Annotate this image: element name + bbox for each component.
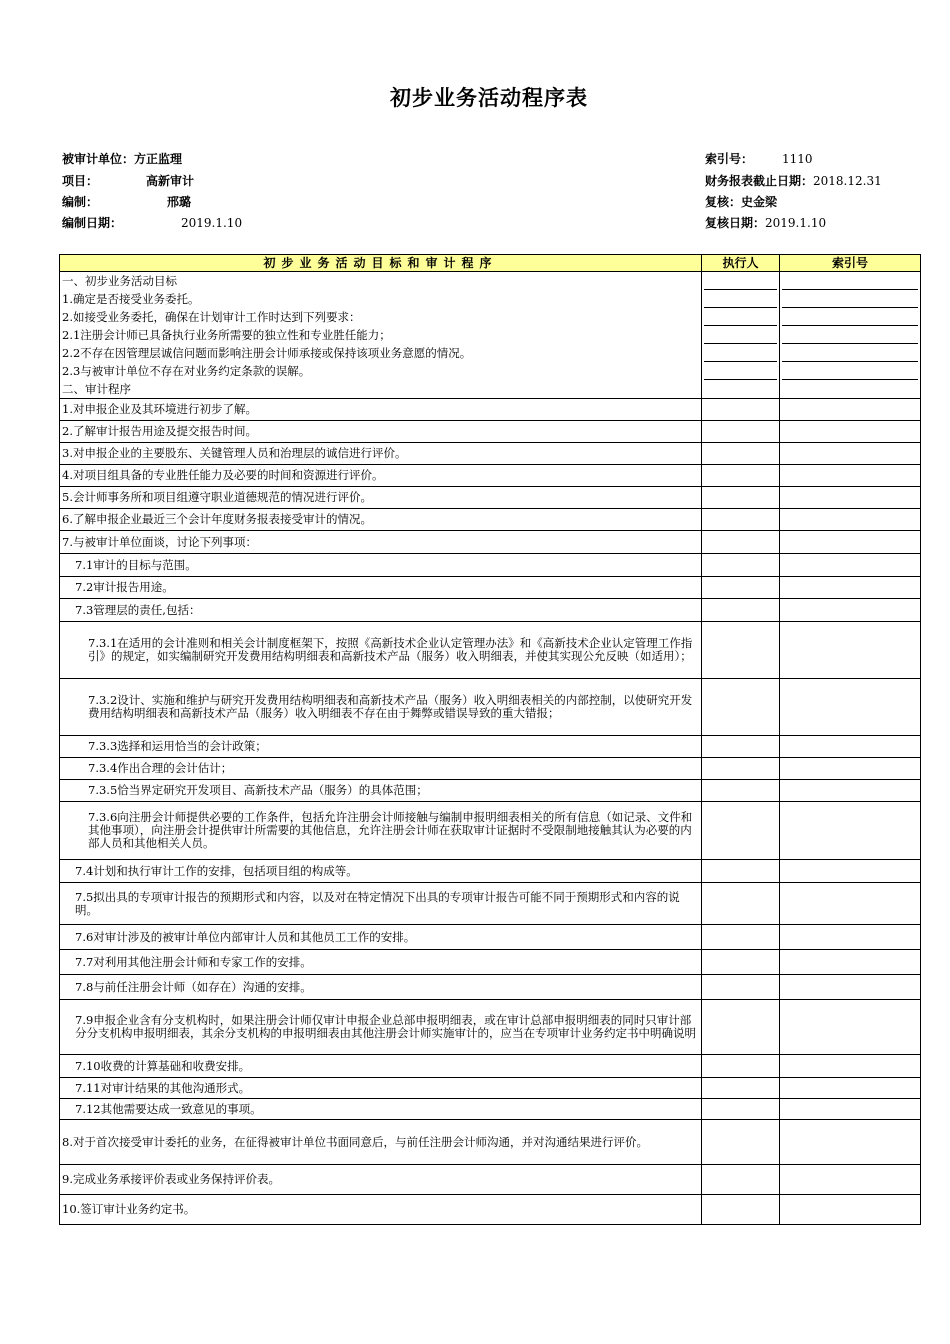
executor-cell[interactable] bbox=[702, 1055, 780, 1078]
review-date-label: 复核日期： bbox=[705, 216, 766, 230]
table-row bbox=[60, 802, 921, 860]
table-row bbox=[60, 860, 921, 883]
period-end-label: 财务报表截止日期： bbox=[705, 174, 814, 188]
executor-cell[interactable] bbox=[702, 577, 780, 599]
table-row bbox=[60, 1055, 921, 1078]
table-row bbox=[60, 421, 921, 443]
index-cell[interactable] bbox=[780, 399, 921, 421]
executor-cell[interactable] bbox=[702, 975, 780, 1000]
table-row bbox=[60, 599, 921, 622]
executor-cell[interactable] bbox=[702, 1195, 780, 1225]
objectives-cell bbox=[60, 272, 702, 399]
objectives-block bbox=[60, 272, 921, 399]
executor-cell[interactable] bbox=[702, 736, 780, 758]
index-cell[interactable] bbox=[780, 622, 921, 679]
table-header-row bbox=[60, 255, 921, 272]
index-cell[interactable] bbox=[780, 802, 921, 860]
procedure-text: 7.3.2设计、实施和维护与研究开发费用结构明细表和高新技术产品（服务）收入明细表相关的内部控制，以使研究开发费用结构明细表和高新技术产品（服务）收入明细表不存在由于舞弊或错误导致的重大错报； bbox=[60, 679, 702, 736]
procedure-text: 7.6对审计涉及的被审计单位内部审计人员和其他员工工作的安排。 bbox=[60, 925, 702, 950]
executor-cell[interactable] bbox=[702, 802, 780, 860]
index-cell[interactable] bbox=[780, 883, 921, 925]
procedure-text: 9.完成业务承接评价表或业务保持评价表。 bbox=[60, 1165, 702, 1195]
project-value: 高新审计 bbox=[146, 174, 195, 188]
table-row bbox=[60, 399, 921, 421]
procedure-text: 7.4计划和执行审计工作的安排，包括项目组的构成等。 bbox=[60, 860, 702, 883]
index-cell[interactable] bbox=[780, 1120, 921, 1165]
table-row bbox=[60, 1000, 921, 1055]
procedure-text: 8.对于首次接受审计委托的业务，在征得被审计单位书面同意后，与前任注册会计师沟通，并对沟通结果进行评价。 bbox=[60, 1120, 702, 1165]
executor-cell[interactable] bbox=[702, 925, 780, 950]
procedure-text: 7.3管理层的责任,包括： bbox=[60, 599, 702, 622]
table-row bbox=[60, 443, 921, 465]
procedure-text: 7.8与前任注册会计师（如存在）沟通的安排。 bbox=[60, 975, 702, 1000]
objective-line: 2.1注册会计师已具备执行业务所需要的独立性和专业胜任能力； bbox=[62, 328, 391, 342]
index-cell[interactable] bbox=[780, 577, 921, 599]
procedure-text: 5.会计师事务所和项目组遵守职业道德规范的情况进行评价。 bbox=[60, 487, 702, 509]
col-header-executor: 执行人 bbox=[702, 255, 780, 272]
page-title: 初步业务活动程序表 bbox=[390, 86, 588, 110]
table-row bbox=[60, 736, 921, 758]
table-row bbox=[60, 758, 921, 780]
executor-cell[interactable] bbox=[702, 622, 780, 679]
index-cell[interactable] bbox=[780, 758, 921, 780]
review-value: 史金梁 bbox=[741, 195, 778, 209]
procedure-text: 7.3.3选择和运用恰当的会计政策； bbox=[60, 736, 702, 758]
objective-line: 2.3与被审计单位不存在对业务约定条款的误解。 bbox=[62, 364, 311, 378]
index-cell[interactable] bbox=[780, 780, 921, 802]
objective-line: 2.如接受业务委托，确保在计划审计工作时达到下列要求： bbox=[62, 310, 361, 324]
procedure-text: 7.3.4作出合理的会计估计； bbox=[60, 758, 702, 780]
procedure-text: 7.1审计的目标与范围。 bbox=[60, 554, 702, 577]
prepared-date-label: 编制日期： bbox=[62, 216, 123, 230]
table-row bbox=[60, 1099, 921, 1120]
table-row bbox=[60, 577, 921, 599]
table-row bbox=[60, 554, 921, 577]
objective-line: 1.确定是否接受业务委托。 bbox=[62, 292, 200, 306]
period-end-row bbox=[705, 174, 882, 188]
executor-cell[interactable] bbox=[702, 443, 780, 465]
procedure-text: 7.10收费的计算基础和收费安排。 bbox=[60, 1055, 702, 1078]
executor-cell[interactable] bbox=[702, 950, 780, 975]
procedure-text: 7.9申报企业含有分支机构时，如果注册会计师仅审计申报企业总部申报明细表，或在审计总部申报明细表的同时只审计部分分支机构申报明细表，其余分支机构的申报明细表由其他注册会计师实施审计的，应当在专项审计业务约定书中明确说明 bbox=[60, 1000, 702, 1055]
index-cell[interactable] bbox=[780, 599, 921, 622]
review-date-row bbox=[705, 216, 826, 230]
procedure-text: 7.3.5恰当界定研究开发项目、高新技术产品（服务）的具体范围； bbox=[60, 780, 702, 802]
table-row bbox=[60, 883, 921, 925]
executor-cell[interactable] bbox=[702, 399, 780, 421]
executor-cell[interactable] bbox=[702, 599, 780, 622]
period-end-value: 2018.12.31 bbox=[813, 174, 882, 188]
executor-cell[interactable] bbox=[702, 1165, 780, 1195]
procedure-text: 7.5拟出具的专项审计报告的预期形式和内容，以及对在特定情况下出具的专项审计报告可能不同于预期形式和内容的说明。 bbox=[60, 883, 702, 925]
index-cell[interactable] bbox=[780, 443, 921, 465]
executor-cell[interactable] bbox=[702, 509, 780, 531]
table-row bbox=[60, 1078, 921, 1099]
procedure-text: 4.对项目组具备的专业胜任能力及必要的时间和资源进行评价。 bbox=[60, 465, 702, 487]
procedure-text: 7.12其他需要达成一致意见的事项。 bbox=[60, 1099, 702, 1120]
index-cell[interactable] bbox=[780, 950, 921, 975]
col-header-index: 索引号 bbox=[780, 255, 921, 272]
index-cell[interactable] bbox=[780, 531, 921, 554]
objectives-index-cells[interactable] bbox=[780, 272, 921, 399]
table-row bbox=[60, 531, 921, 554]
executor-cell[interactable] bbox=[702, 758, 780, 780]
index-cell[interactable] bbox=[780, 736, 921, 758]
client-row bbox=[62, 152, 182, 166]
procedure-text: 7.2审计报告用途。 bbox=[60, 577, 702, 599]
index-cell[interactable] bbox=[780, 1078, 921, 1099]
objectives-executor-cells[interactable] bbox=[702, 272, 780, 399]
program-table bbox=[59, 254, 921, 1225]
objective-line: 2.2不存在因管理层诚信问题而影响注册会计师承接或保持该项业务意愿的情况。 bbox=[62, 346, 472, 360]
procedure-text: 7.3.1在适用的会计准则和相关会计制度框架下，按照《高新技术企业认定管理办法》和《高新技术企业认定管理工作指引》的规定，如实编制研究开发费用结构明细表和高新技术产品（服务）收入明细表，并使其实现公允反映（如适用）； bbox=[60, 622, 702, 679]
prepared-value: 邢璐 bbox=[167, 195, 192, 209]
table-row bbox=[60, 509, 921, 531]
index-cell[interactable] bbox=[780, 1055, 921, 1078]
table-row bbox=[60, 950, 921, 975]
index-cell[interactable] bbox=[780, 925, 921, 950]
client-value: 方正监理 bbox=[134, 152, 183, 166]
index-cell[interactable] bbox=[780, 1099, 921, 1120]
index-label: 索引号： bbox=[705, 152, 754, 166]
procedure-text: 7.7对利用其他注册会计师和专家工作的安排。 bbox=[60, 950, 702, 975]
executor-cell[interactable] bbox=[702, 1078, 780, 1099]
review-date-value: 2019.1.10 bbox=[765, 216, 827, 230]
objective-line: 一、初步业务活动目标 bbox=[62, 274, 177, 288]
index-cell[interactable] bbox=[780, 975, 921, 1000]
procedure-text: 6.了解申报企业最近三个会计年度财务报表接受审计的情况。 bbox=[60, 509, 702, 531]
executor-cell[interactable] bbox=[702, 860, 780, 883]
table-row bbox=[60, 780, 921, 802]
procedure-text: 3.对申报企业的主要股东、关键管理人员和治理层的诚信进行评价。 bbox=[60, 443, 702, 465]
index-cell[interactable] bbox=[780, 1165, 921, 1195]
table-row bbox=[60, 622, 921, 679]
table-row bbox=[60, 1165, 921, 1195]
table-row bbox=[60, 1195, 921, 1225]
index-value: 1110 bbox=[782, 152, 813, 166]
index-cell[interactable] bbox=[780, 509, 921, 531]
procedure-text: 7.11对审计结果的其他沟通形式。 bbox=[60, 1078, 702, 1099]
procedure-text: 10.签订审计业务约定书。 bbox=[60, 1195, 702, 1225]
executor-cell[interactable] bbox=[702, 1099, 780, 1120]
procedure-text: 7.与被审计单位面谈，讨论下列事项： bbox=[60, 531, 702, 554]
table-row bbox=[60, 925, 921, 950]
executor-cell[interactable] bbox=[702, 465, 780, 487]
executor-cell[interactable] bbox=[702, 780, 780, 802]
index-cell[interactable] bbox=[780, 679, 921, 736]
client-label: 被审计单位： bbox=[62, 152, 135, 166]
index-cell[interactable] bbox=[780, 1000, 921, 1055]
procedure-text: 1.对申报企业及其环境进行初步了解。 bbox=[60, 399, 702, 421]
table-row bbox=[60, 487, 921, 509]
table-row bbox=[60, 465, 921, 487]
col-header-main: 初步业务活动目标和审计程序 bbox=[60, 255, 702, 272]
executor-cell[interactable] bbox=[702, 531, 780, 554]
objective-line: 二、审计程序 bbox=[62, 382, 131, 396]
table-row bbox=[60, 1120, 921, 1165]
prepared-label: 编制： bbox=[62, 195, 99, 209]
executor-cell[interactable] bbox=[702, 487, 780, 509]
executor-cell[interactable] bbox=[702, 883, 780, 925]
executor-cell[interactable] bbox=[702, 554, 780, 577]
executor-cell[interactable] bbox=[702, 1000, 780, 1055]
table-row bbox=[60, 679, 921, 736]
index-cell[interactable] bbox=[780, 487, 921, 509]
index-cell[interactable] bbox=[780, 465, 921, 487]
table-row bbox=[60, 975, 921, 1000]
review-row bbox=[705, 195, 777, 209]
executor-cell[interactable] bbox=[702, 679, 780, 736]
index-cell[interactable] bbox=[780, 1195, 921, 1225]
procedure-text: 2.了解审计报告用途及提交报告时间。 bbox=[60, 421, 702, 443]
index-cell[interactable] bbox=[780, 860, 921, 883]
index-cell[interactable] bbox=[780, 421, 921, 443]
project-label: 项目： bbox=[62, 174, 99, 188]
procedure-text: 7.3.6向注册会计师提供必要的工作条件，包括允许注册会计师接触与编制申报明细表相关的所有信息（如记录、文件和其他事项），向注册会计提供审计所需要的其他信息，允许注册会计师在获取审计证据时不受限制地接触其认为必要的内部人员和其他相关人员。 bbox=[60, 802, 702, 860]
prepared-date-value: 2019.1.10 bbox=[181, 216, 243, 230]
review-label: 复核： bbox=[705, 195, 742, 209]
index-cell[interactable] bbox=[780, 554, 921, 577]
executor-cell[interactable] bbox=[702, 421, 780, 443]
executor-cell[interactable] bbox=[702, 1120, 780, 1165]
